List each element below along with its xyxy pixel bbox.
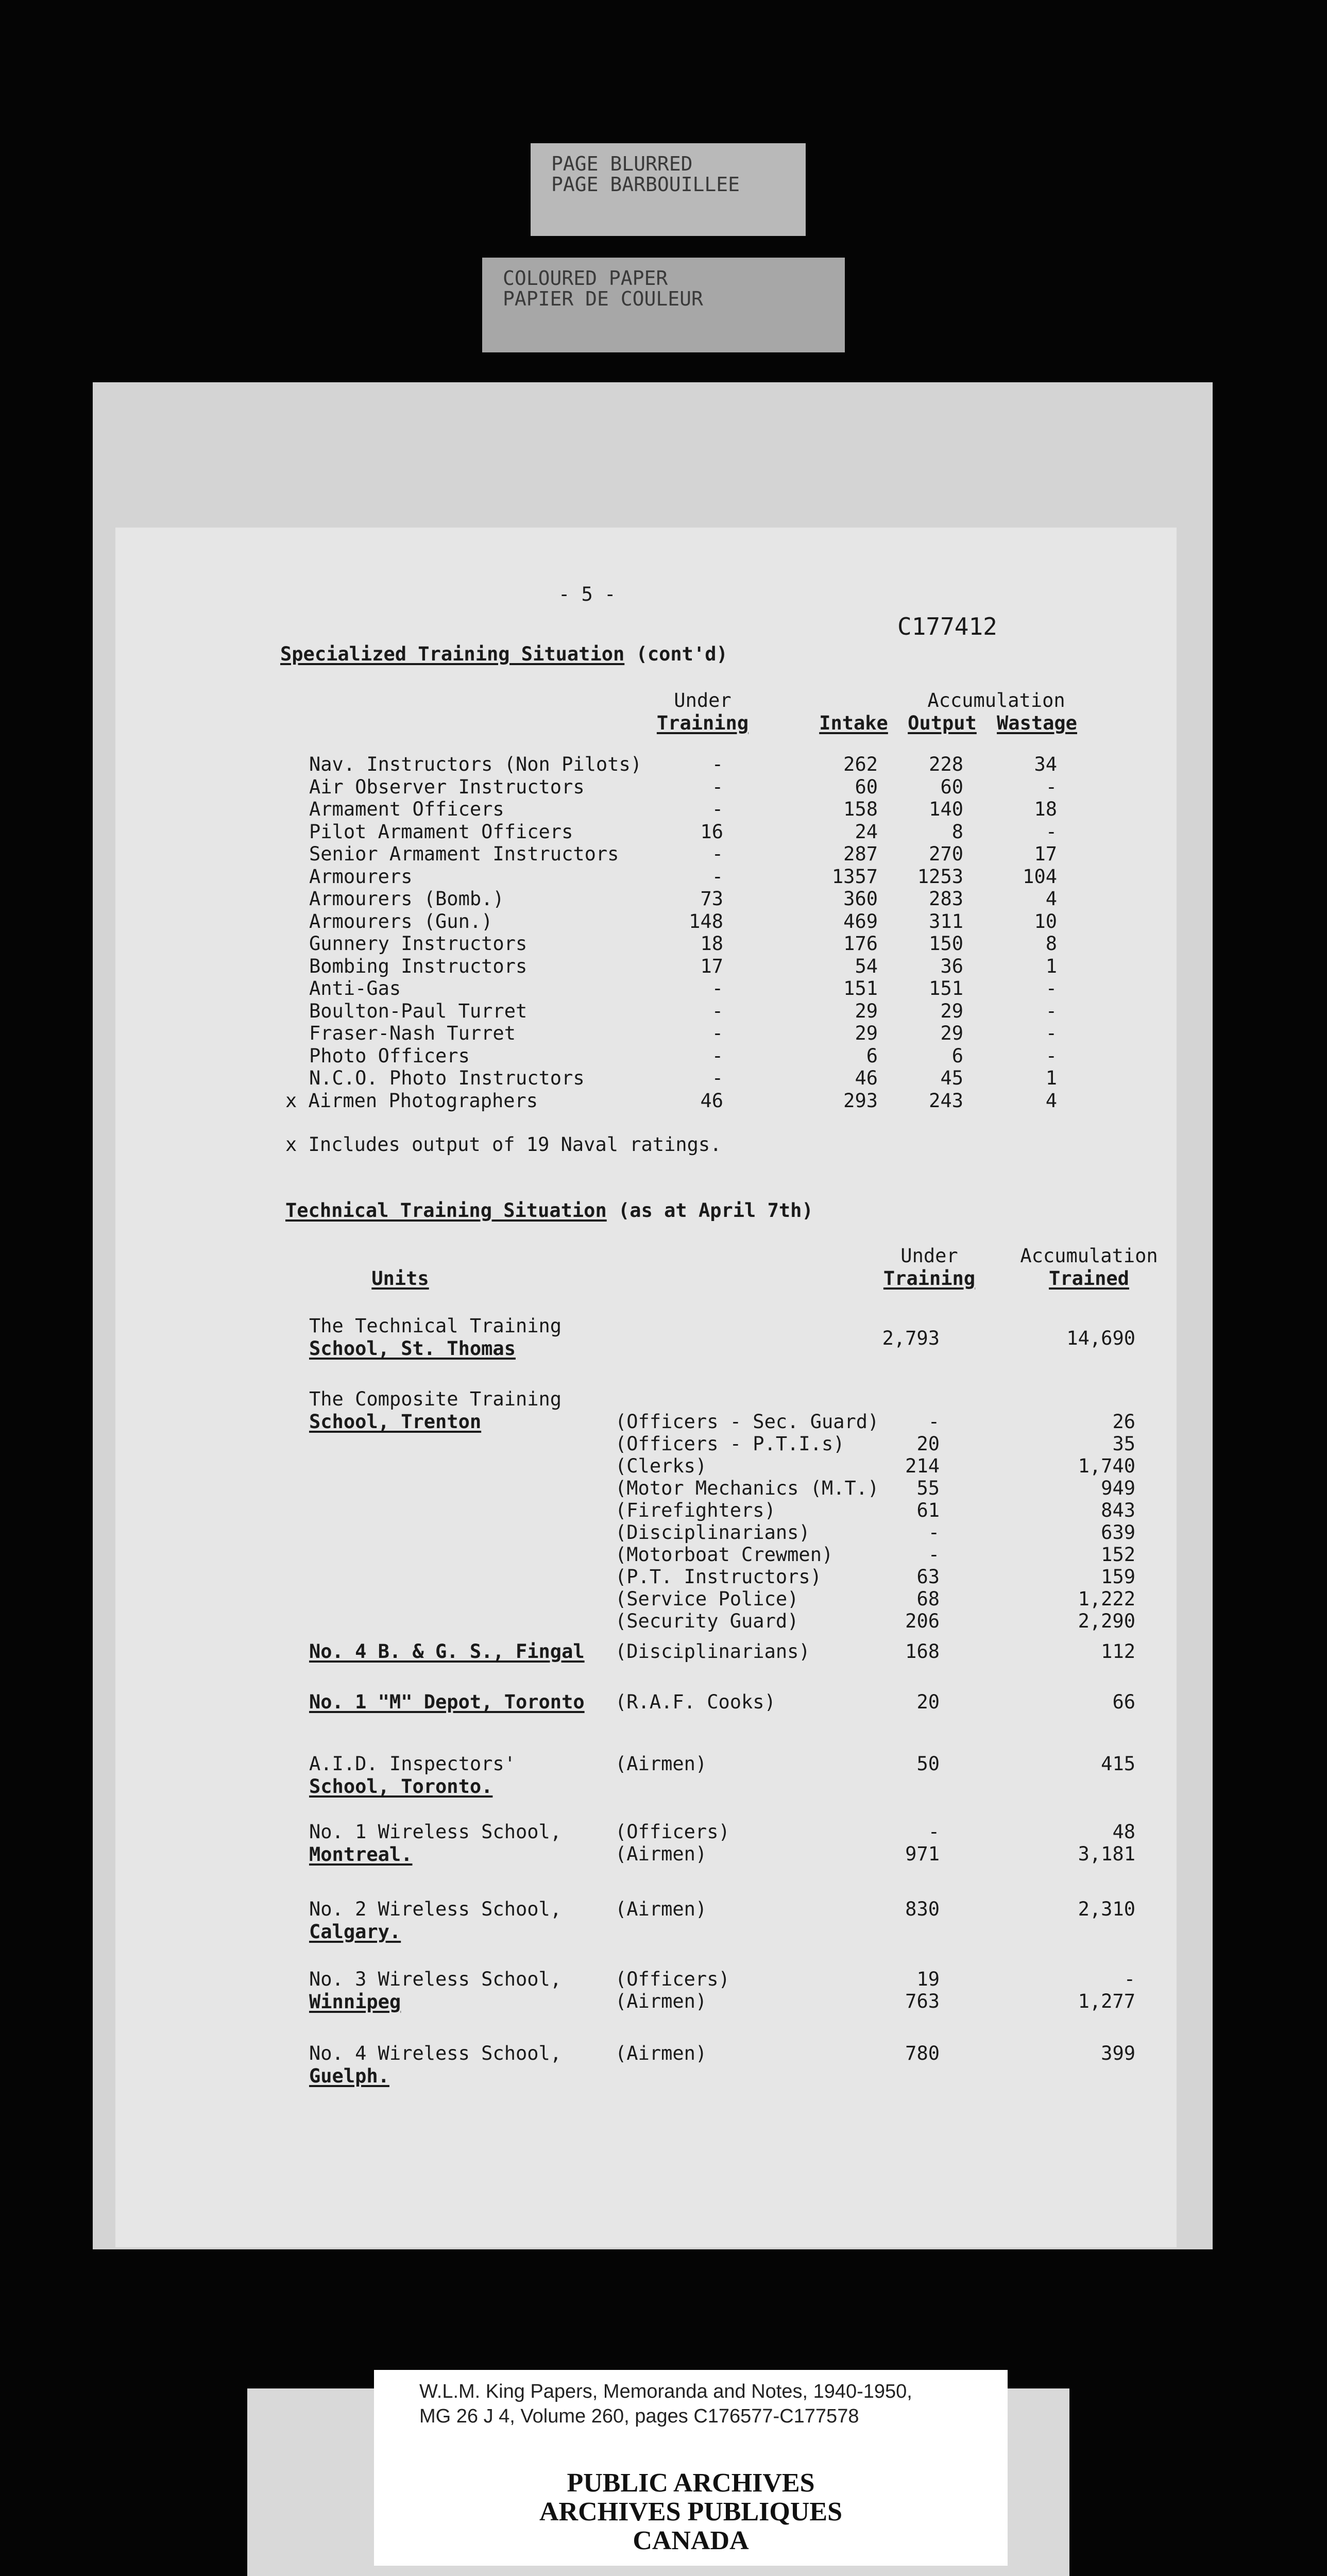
accumulation-trained: 399 (1101, 2042, 1135, 2064)
row-output: 150 (929, 933, 963, 955)
unit-name: School, Toronto. (309, 1775, 493, 1798)
accumulation-trained: - (1124, 1968, 1135, 1990)
row-name: Armourers (Gun.) (309, 910, 493, 933)
unit-name: School, St. Thomas (309, 1337, 516, 1360)
under-training: 168 (905, 1640, 940, 1663)
row-wastage: 104 (1023, 865, 1057, 888)
row-intake: 29 (855, 999, 878, 1022)
unit-name: No. 1 Wireless School, (309, 1821, 562, 1843)
row-intake: 24 (855, 820, 878, 843)
unit-name: No. 4 Wireless School, (309, 2042, 562, 2064)
row-under: - (711, 1022, 723, 1044)
row-under: 148 (689, 910, 723, 933)
row-under: - (711, 843, 723, 865)
under-training: 55 (916, 1477, 940, 1499)
under-training: 214 (905, 1455, 940, 1477)
under-training: 63 (916, 1566, 940, 1588)
row-under: - (711, 977, 723, 999)
under-training: - (928, 1411, 940, 1433)
unit-name: No. 2 Wireless School, (309, 1898, 562, 1920)
row-wastage: 8 (1045, 933, 1057, 955)
row-intake: 46 (855, 1067, 878, 1089)
category: (Motorboat Crewmen) (615, 1544, 833, 1566)
coloured-paper-slip (482, 258, 845, 352)
under-training: 780 (905, 2042, 940, 2064)
row-intake: 469 (843, 910, 878, 933)
header-trained: Trained (1049, 1267, 1129, 1290)
unit-name: Winnipeg (309, 1991, 401, 2013)
caption-line: W.L.M. King Papers, Memoranda and Notes, 1940-1950, (419, 2381, 912, 2402)
header-accumulation: Accumulation (1020, 1245, 1158, 1267)
row-name: Air Observer Instructors (309, 775, 585, 798)
row-intake: 262 (843, 753, 878, 775)
category: (Officers - Sec. Guard) (615, 1411, 879, 1433)
row-intake: 360 (843, 888, 878, 910)
row-wastage: - (1045, 775, 1057, 798)
accumulation-trained: 112 (1101, 1640, 1135, 1663)
row-wastage: - (1045, 1044, 1057, 1067)
unit-name: The Composite Training (309, 1388, 562, 1410)
row-output: 29 (940, 1022, 963, 1044)
header-wastage: Wastage (997, 712, 1077, 734)
unit-name: School, Trenton (309, 1411, 482, 1433)
under-training: - (928, 1821, 940, 1843)
header-output: Output (908, 712, 977, 734)
row-wastage: 1 (1045, 955, 1057, 977)
row-wastage: 4 (1045, 888, 1057, 910)
accumulation-trained: 949 (1101, 1477, 1135, 1499)
row-output: 243 (929, 1089, 963, 1112)
accumulation-trained: 843 (1101, 1499, 1135, 1521)
accumulation-trained: 14,690 (1066, 1327, 1135, 1349)
row-under: - (711, 865, 723, 888)
under-training: 2,793 (882, 1327, 940, 1349)
row-name: Photo Officers (309, 1044, 470, 1067)
under-training: - (928, 1521, 940, 1544)
header-under: Under (674, 689, 731, 711)
row-name: Pilot Armament Officers (309, 820, 573, 843)
header-under: Under (900, 1245, 958, 1267)
row-output: 151 (929, 977, 963, 999)
category: (Security Guard) (615, 1610, 799, 1632)
row-name: Armourers (Bomb.) (309, 888, 504, 910)
category: (Airmen) (615, 2042, 707, 2064)
row-output: 270 (929, 843, 963, 865)
category: (Airmen) (615, 1898, 707, 1920)
row-intake: 151 (843, 977, 878, 999)
archives-line: PUBLIC ARCHIVES (567, 2468, 815, 2498)
unit-name: No. 4 B. & G. S., Fingal (309, 1640, 585, 1663)
row-output: 36 (940, 955, 963, 977)
accumulation-trained: 152 (1101, 1544, 1135, 1566)
archives-stamp (374, 2463, 1008, 2566)
category: (Clerks) (615, 1455, 707, 1477)
under-training: 206 (905, 1610, 940, 1632)
row-name: Bombing Instructors (309, 955, 528, 977)
row-name: Nav. Instructors (Non Pilots) (309, 753, 642, 775)
row-wastage: 10 (1034, 910, 1057, 933)
row-output: 311 (929, 910, 963, 933)
unit-name: A.I.D. Inspectors' (309, 1753, 516, 1775)
category: (Disciplinarians) (615, 1640, 810, 1663)
accumulation-trained: 1,222 (1078, 1588, 1135, 1610)
row-wastage: - (1045, 999, 1057, 1022)
accumulation-trained: 48 (1112, 1821, 1135, 1843)
under-training: 61 (916, 1499, 940, 1521)
header-intake: Intake (819, 712, 888, 734)
row-intake: 293 (843, 1089, 878, 1112)
row-name: Gunnery Instructors (309, 933, 528, 955)
row-output: 228 (929, 753, 963, 775)
section-title: Specialized Training Situation (280, 643, 625, 665)
row-wastage: 17 (1034, 843, 1057, 865)
category: (P.T. Instructors) (615, 1566, 822, 1588)
category: (Motor Mechanics (M.T.) (615, 1477, 879, 1499)
unit-name: No. 1 "M" Depot, Toronto (309, 1691, 585, 1713)
row-under: - (711, 753, 723, 775)
slip-line: COLOURED PAPER (503, 267, 668, 290)
category: (Firefighters) (615, 1499, 776, 1521)
category: (Airmen) (615, 1843, 707, 1865)
row-under: - (711, 999, 723, 1022)
row-wastage: - (1045, 977, 1057, 999)
category: (Airmen) (615, 1990, 707, 2012)
unit-name: Calgary. (309, 1921, 401, 1943)
slip-line: PAPIER DE COULEUR (503, 287, 703, 310)
slip-line: PAGE BLURRED (551, 152, 693, 175)
row-under: 17 (700, 955, 723, 977)
row-name: Armourers (309, 865, 413, 888)
row-intake: 54 (855, 955, 878, 977)
section-title-suffix: (cont'd) (636, 643, 728, 665)
row-intake: 176 (843, 933, 878, 955)
row-wastage: 4 (1045, 1089, 1057, 1112)
accumulation-trained: 159 (1101, 1566, 1135, 1588)
accumulation-trained: 639 (1101, 1521, 1135, 1544)
row-wastage: - (1045, 1022, 1057, 1044)
under-training: 50 (916, 1753, 940, 1775)
row-under: - (711, 1067, 723, 1089)
row-under: - (711, 798, 723, 820)
row-wastage: 1 (1045, 1067, 1057, 1089)
header-accumulation: Accumulation (927, 689, 1065, 711)
row-under: 73 (700, 888, 723, 910)
row-output: 29 (940, 999, 963, 1022)
archives-line: CANADA (633, 2526, 749, 2555)
row-name: Anti-Gas (309, 977, 401, 999)
row-output: 8 (951, 820, 963, 843)
row-name: x Airmen Photographers (285, 1089, 538, 1112)
row-name: Boulton-Paul Turret (309, 999, 528, 1022)
accumulation-trained: 66 (1112, 1691, 1135, 1713)
under-training: 20 (916, 1433, 940, 1455)
row-output: 60 (940, 775, 963, 798)
row-output: 45 (940, 1067, 963, 1089)
document-page (115, 528, 1177, 2247)
under-training: 971 (905, 1843, 940, 1865)
under-training: 830 (905, 1898, 940, 1920)
under-training: - (928, 1544, 940, 1566)
row-wastage: 18 (1034, 798, 1057, 820)
category: (Airmen) (615, 1753, 707, 1775)
under-training: 20 (916, 1691, 940, 1713)
row-name: Armament Officers (309, 798, 504, 820)
row-intake: 1357 (831, 865, 878, 888)
row-intake: 287 (843, 843, 878, 865)
row-output: 1253 (917, 865, 963, 888)
row-under: - (711, 1044, 723, 1067)
row-wastage: - (1045, 820, 1057, 843)
caption-line: MG 26 J 4, Volume 260, pages C176577-C177578 (419, 2405, 859, 2427)
category: (Officers) (615, 1968, 730, 1990)
category: (Service Police) (615, 1588, 799, 1610)
row-under: - (711, 775, 723, 798)
page-blurred-slip (531, 143, 806, 236)
unit-name: Montreal. (309, 1843, 413, 1866)
row-output: 6 (951, 1044, 963, 1067)
row-intake: 6 (866, 1044, 878, 1067)
header-units: Units (371, 1267, 429, 1290)
row-name: Fraser-Nash Turret (309, 1022, 516, 1044)
accumulation-trained: 35 (1112, 1433, 1135, 1455)
section-title-suffix: (as at April 7th) (618, 1199, 813, 1222)
row-intake: 60 (855, 775, 878, 798)
row-under: 16 (700, 820, 723, 843)
accumulation-trained: 2,310 (1078, 1898, 1135, 1920)
category: (Disciplinarians) (615, 1521, 810, 1544)
under-training: 763 (905, 1990, 940, 2012)
row-name: Senior Armament Instructors (309, 843, 619, 865)
section-title: Technical Training Situation (285, 1199, 607, 1222)
under-training: 68 (916, 1588, 940, 1610)
row-name: N.C.O. Photo Instructors (309, 1067, 585, 1089)
category: (R.A.F. Cooks) (615, 1691, 776, 1713)
slip-line: PAGE BARBOUILLEE (551, 173, 740, 196)
header-training: Training (883, 1267, 976, 1290)
archives-line: ARCHIVES PUBLIQUES (539, 2497, 843, 2527)
unit-name: Guelph. (309, 2065, 389, 2087)
header-training: Training (656, 712, 749, 734)
row-output: 283 (929, 888, 963, 910)
row-wastage: 34 (1034, 753, 1057, 775)
page-number: - 5 - (558, 583, 616, 605)
accumulation-trained: 26 (1112, 1411, 1135, 1433)
accumulation-trained: 2,290 (1078, 1610, 1135, 1632)
row-intake: 29 (855, 1022, 878, 1044)
category: (Officers) (615, 1821, 730, 1843)
accumulation-trained: 415 (1101, 1753, 1135, 1775)
row-intake: 158 (843, 798, 878, 820)
unit-name: No. 3 Wireless School, (309, 1968, 562, 1990)
accumulation-trained: 1,740 (1078, 1455, 1135, 1477)
document-reference: C177412 (897, 613, 997, 640)
unit-name: The Technical Training (309, 1315, 562, 1337)
row-under: 18 (700, 933, 723, 955)
footnote: x Includes output of 19 Naval ratings. (285, 1133, 722, 1156)
accumulation-trained: 1,277 (1078, 1990, 1135, 2012)
under-training: 19 (916, 1968, 940, 1990)
category: (Officers - P.T.I.s) (615, 1433, 845, 1455)
row-under: 46 (700, 1089, 723, 1112)
row-output: 140 (929, 798, 963, 820)
accumulation-trained: 3,181 (1078, 1843, 1135, 1865)
